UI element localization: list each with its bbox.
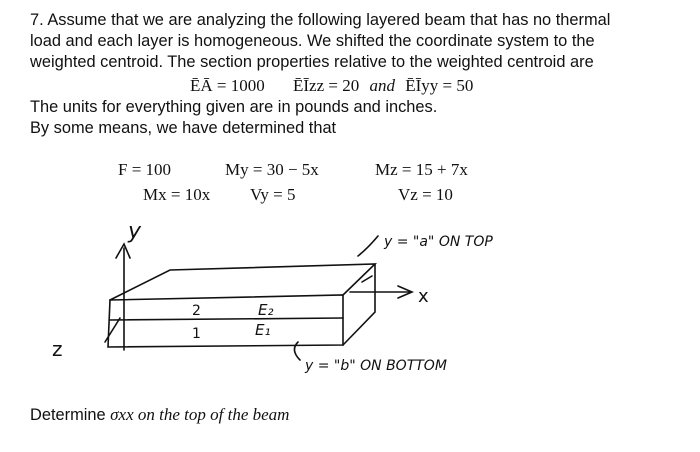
prop-eizz: ĒĪzz = 20 (293, 76, 360, 95)
layer-2-number: 2 (192, 303, 201, 319)
end-arrow-mark (362, 276, 372, 282)
y-axis-arrowhead (116, 244, 130, 258)
load-vy: Vy = 5 (250, 185, 296, 204)
problem-line-3: weighted centroid. The section properties relative to the weighted centroid are (30, 53, 594, 71)
problem-line-2: load and each layer is homogeneous. We shifted the coordinate system to the (30, 32, 595, 50)
load-f: F = 100 (118, 160, 172, 179)
layer-1-modulus: E₁ (255, 321, 271, 339)
z-axis-line (105, 318, 120, 342)
bottom-note: y = "b" ON BOTTOM (305, 358, 447, 374)
prop-ea: ĒĀ = 1000 (190, 76, 265, 95)
load-mz: Mz = 15 + 7x (375, 160, 468, 179)
beam-layer-line (110, 318, 343, 320)
layer-2-modulus: E₂ (258, 301, 274, 319)
beam-front-face (108, 295, 343, 347)
load-mx: Mx = 10x (143, 185, 211, 204)
prop-eiyy: ĒĪyy = 50 (405, 76, 474, 95)
layer-1-number: 1 (192, 326, 201, 342)
z-axis-label: z (52, 337, 63, 361)
question-prefix: Determine (30, 406, 106, 424)
question-math: σxx on the top of the beam (110, 405, 290, 424)
top-pointer (358, 236, 378, 256)
problem-line-5: The units for everything given are in pounds and inches. (30, 98, 438, 116)
problem-line-1: 7. Assume that we are analyzing the following layered beam that has no thermal (30, 11, 611, 29)
prop-and: and (369, 76, 395, 95)
problem-line-6: By some means, we have determined that (30, 119, 337, 137)
question-line (30, 405, 289, 425)
top-note: y = "a" ON TOP (384, 234, 493, 250)
x-axis-label: x (418, 286, 429, 307)
load-my: My = 30 − 5x (225, 160, 319, 179)
y-axis-label: y (128, 219, 142, 244)
load-vz: Vz = 10 (398, 185, 453, 204)
